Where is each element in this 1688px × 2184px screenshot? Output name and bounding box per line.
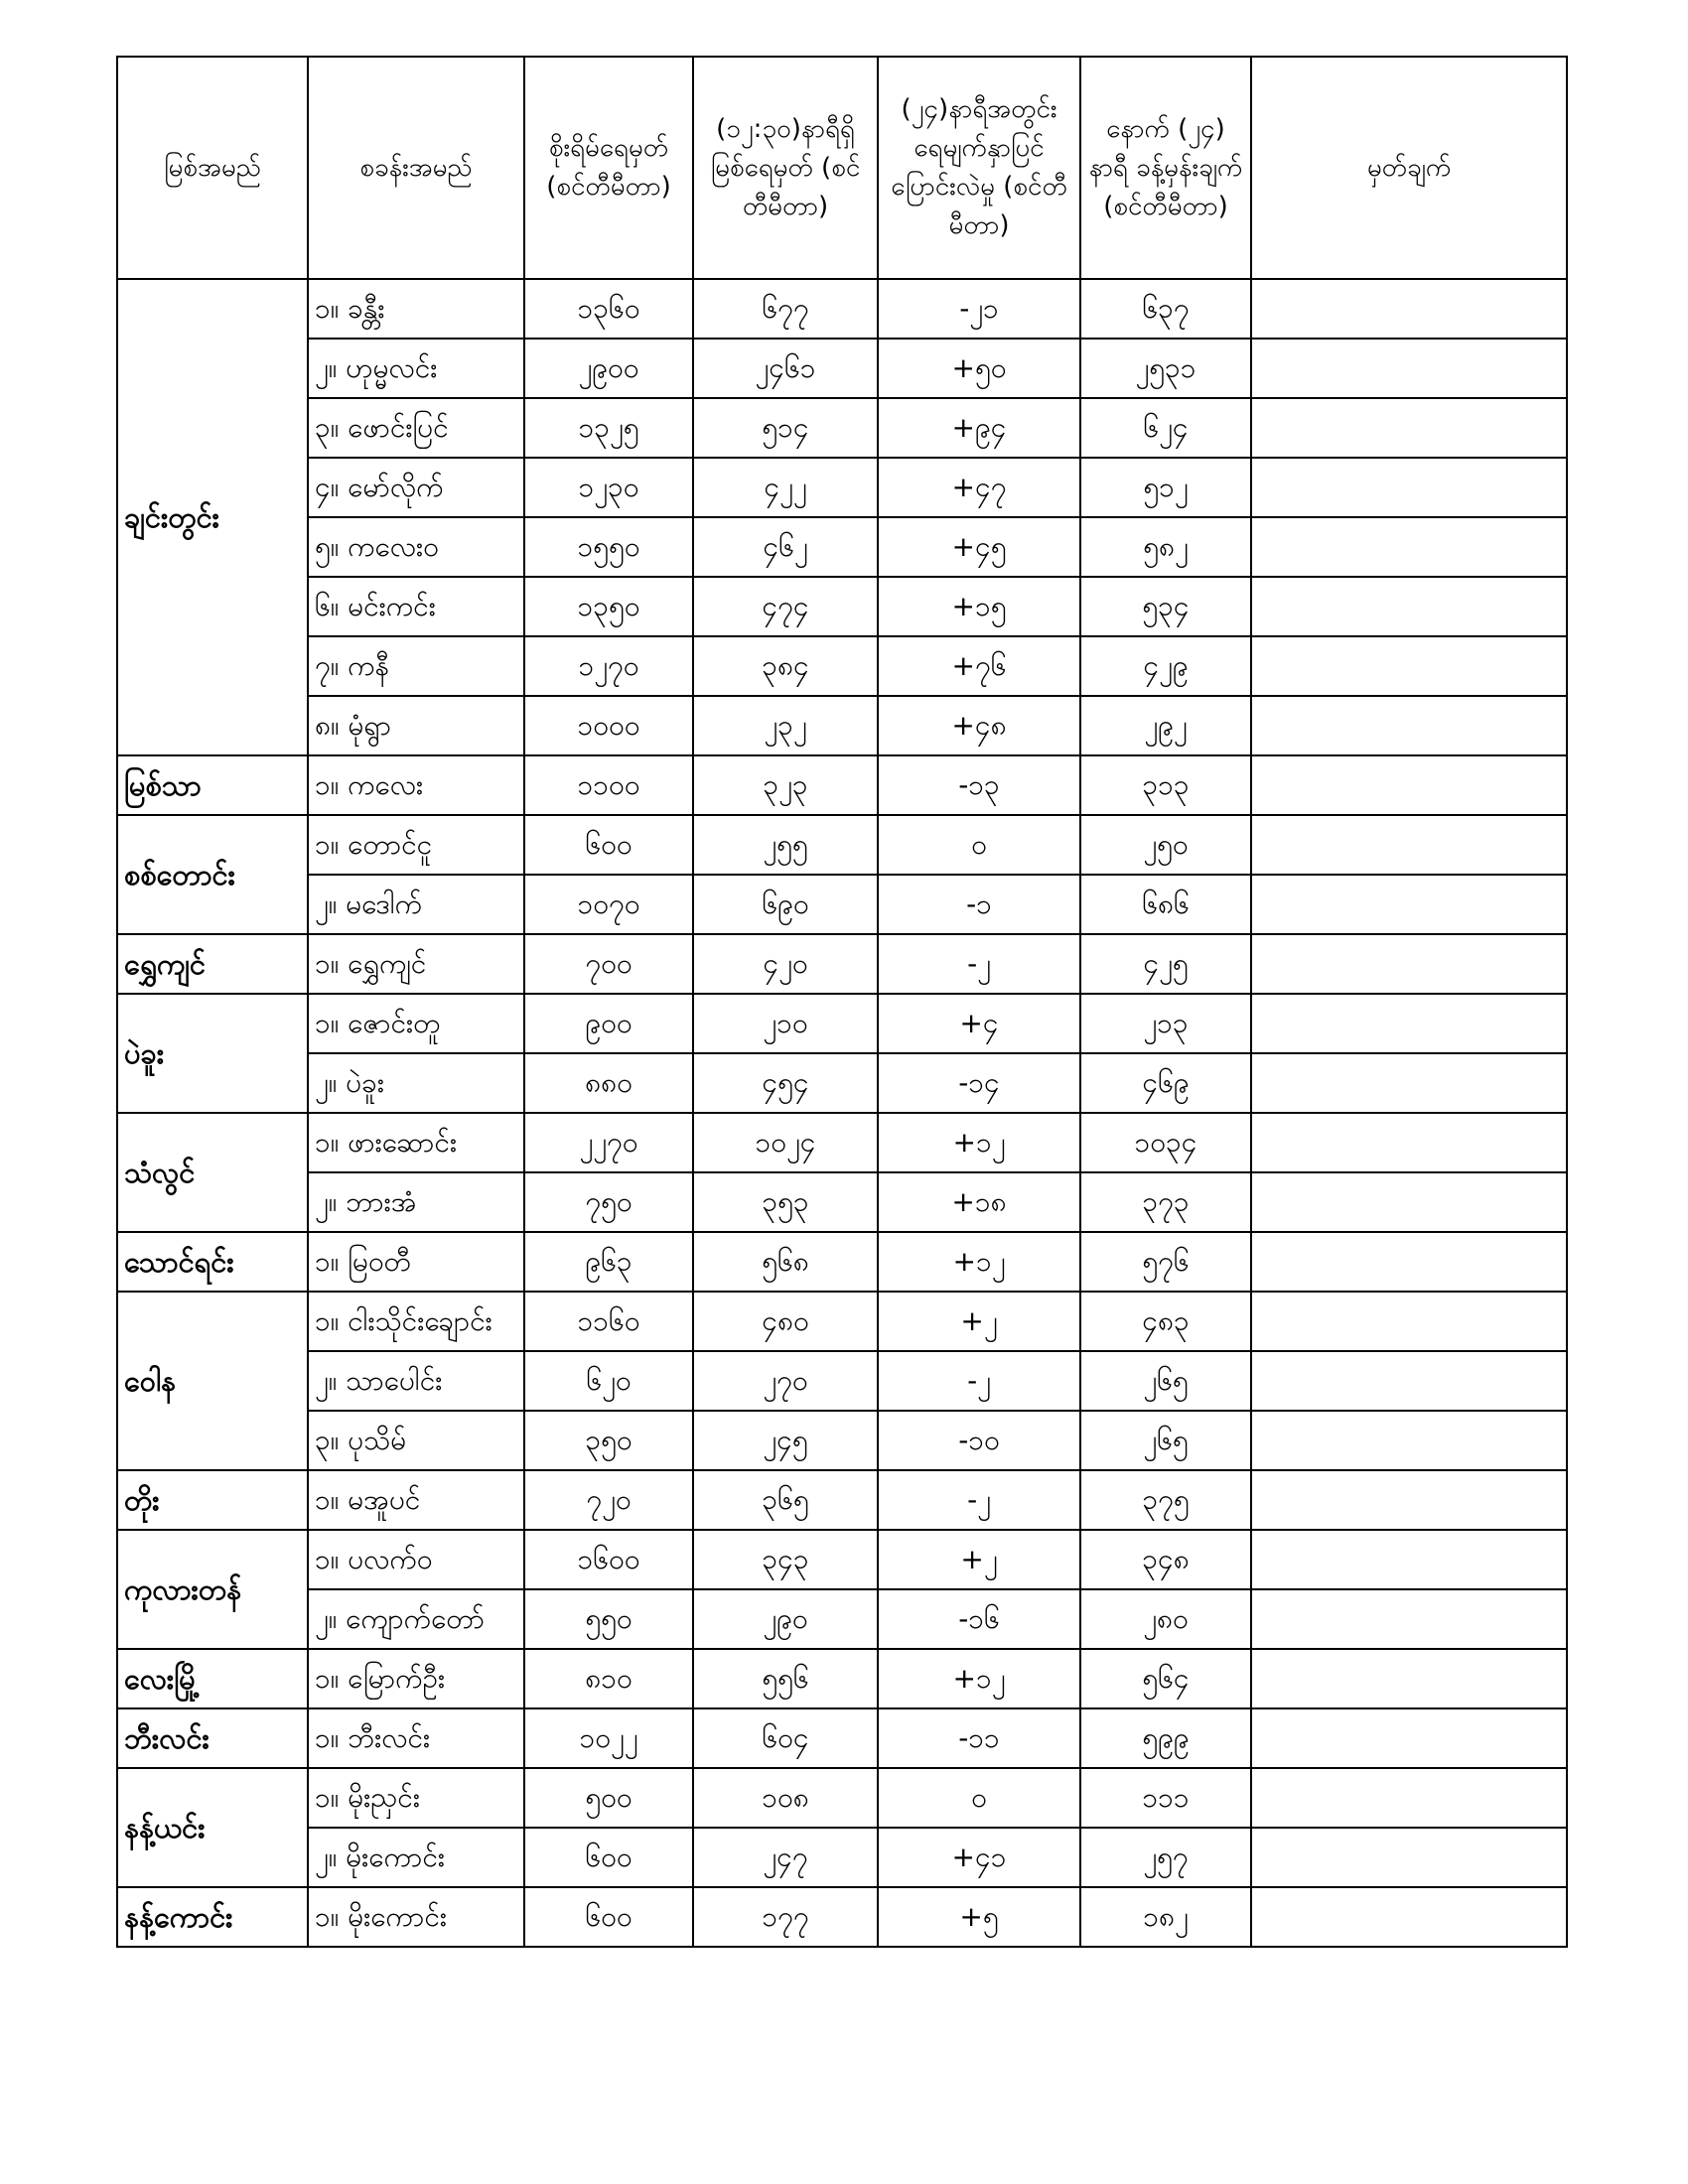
current-level-cell: ၂၄၆၁	[693, 339, 878, 398]
danger-level-cell: ၁၀၀၀	[524, 696, 693, 755]
table-row	[117, 1768, 1567, 1828]
forecast-cell: ၃၁၃	[1080, 755, 1251, 815]
change-cell: +၄၇	[878, 458, 1080, 517]
remark-cell	[1251, 1470, 1567, 1530]
danger-level-cell: ၉၆၃	[524, 1232, 693, 1292]
table-row	[117, 1053, 1567, 1113]
change-cell: +၄၈	[878, 696, 1080, 755]
change-cell: -၁၁	[878, 1708, 1080, 1768]
danger-level-cell: ၁၃၂၅	[524, 398, 693, 458]
change-cell: -၁၆	[878, 1589, 1080, 1649]
station-name-cell: ၁။ မအူပင်	[308, 1470, 524, 1530]
forecast-cell: ၂၉၂	[1080, 696, 1251, 755]
station-name-cell: ၅။ ကလေးဝ	[308, 517, 524, 577]
remark-cell	[1251, 577, 1567, 636]
current-level-cell: ၁၇၇	[693, 1887, 878, 1947]
station-name-cell: ၁။ ခန္တီး	[308, 279, 524, 339]
current-level-cell: ၂၄၅	[693, 1411, 878, 1470]
table-row	[117, 934, 1567, 994]
forecast-cell: ၃၇၅	[1080, 1470, 1251, 1530]
header-forecast: နောက် (၂၄) နာရီ ခန့်မှန်းချက် (စင်တီမီတာ)	[1080, 57, 1251, 279]
forecast-cell: ၅၉၉	[1080, 1708, 1251, 1768]
forecast-cell: ၄၂၉	[1080, 636, 1251, 696]
current-level-cell: ၂၄၇	[693, 1828, 878, 1887]
remark-cell	[1251, 1053, 1567, 1113]
station-name-cell: ၂။ ဟုမ္မလင်း	[308, 339, 524, 398]
change-cell: +၄	[878, 994, 1080, 1053]
current-level-cell: ၁၀၂၄	[693, 1113, 878, 1172]
change-cell: +၁၅	[878, 577, 1080, 636]
danger-level-cell: ၁၅၅၀	[524, 517, 693, 577]
remark-cell	[1251, 1411, 1567, 1470]
station-name-cell: ၆။ မင်းကင်း	[308, 577, 524, 636]
forecast-cell: ၂၆၅	[1080, 1351, 1251, 1411]
table-row	[117, 1232, 1567, 1292]
station-name-cell: ၃။ ပုသိမ်	[308, 1411, 524, 1470]
current-level-cell: ၆၀၄	[693, 1708, 878, 1768]
station-name-cell: ၁။ မြဝတီ	[308, 1232, 524, 1292]
remark-cell	[1251, 934, 1567, 994]
table-row	[117, 875, 1567, 934]
danger-level-cell: ၁၀၇၀	[524, 875, 693, 934]
remark-cell	[1251, 279, 1567, 339]
remark-cell	[1251, 1828, 1567, 1887]
station-name-cell: ၁။ ငါးသိုင်းချောင်း	[308, 1292, 524, 1351]
danger-level-cell: ၅၀၀	[524, 1768, 693, 1828]
table-row	[117, 696, 1567, 755]
river-name-cell: ကုလားတန်	[117, 1530, 308, 1649]
forecast-cell: ၅၁၂	[1080, 458, 1251, 517]
danger-level-cell: ၆၂၀	[524, 1351, 693, 1411]
station-name-cell: ၁။ ပလက်ဝ	[308, 1530, 524, 1589]
forecast-cell: ၂၅၃၁	[1080, 339, 1251, 398]
danger-level-cell: ၂၉၀၀	[524, 339, 693, 398]
change-cell: +၁၂	[878, 1113, 1080, 1172]
table-row	[117, 1887, 1567, 1947]
remark-cell	[1251, 1768, 1567, 1828]
table-row	[117, 339, 1567, 398]
current-level-cell: ၅၅၆	[693, 1649, 878, 1708]
current-level-cell: ၃၄၃	[693, 1530, 878, 1589]
table-row	[117, 1828, 1567, 1887]
river-name-cell: တိုး	[117, 1470, 308, 1530]
forecast-cell: ၃၄၈	[1080, 1530, 1251, 1589]
danger-level-cell: ၇၂၀	[524, 1470, 693, 1530]
remark-cell	[1251, 398, 1567, 458]
change-cell: ၀	[878, 1768, 1080, 1828]
header-river: မြစ်အမည်	[117, 57, 308, 279]
header-24h-change: (၂၄)နာရီအတွင်း ရေမျက်နှာပြင် ပြောင်းလဲမှု (စင်တီမီတာ)	[878, 57, 1080, 279]
remark-cell	[1251, 1292, 1567, 1351]
danger-level-cell: ၆၀၀	[524, 815, 693, 875]
change-cell: -၁	[878, 875, 1080, 934]
river-name-cell: သောင်ရင်း	[117, 1232, 308, 1292]
current-level-cell: ၄၂၀	[693, 934, 878, 994]
current-level-cell: ၄၆၂	[693, 517, 878, 577]
table-row	[117, 1470, 1567, 1530]
forecast-cell: ၅၈၂	[1080, 517, 1251, 577]
table-row	[117, 279, 1567, 339]
current-level-cell: ၄၇၄	[693, 577, 878, 636]
forecast-cell: ၁၁၁	[1080, 1768, 1251, 1828]
station-name-cell: ၁။ ဇောင်းတူ	[308, 994, 524, 1053]
change-cell: -၂	[878, 1351, 1080, 1411]
station-name-cell: ၂။ မိုးကောင်း	[308, 1828, 524, 1887]
forecast-cell: ၂၆၅	[1080, 1411, 1251, 1470]
river-level-table	[116, 56, 1568, 1948]
forecast-cell: ၅၃၄	[1080, 577, 1251, 636]
station-name-cell: ၄။ မော်လိုက်	[308, 458, 524, 517]
forecast-cell: ၃၇၃	[1080, 1172, 1251, 1232]
forecast-cell: ၄၂၅	[1080, 934, 1251, 994]
river-name-cell: စစ်တောင်း	[117, 815, 308, 934]
current-level-cell: ၄၈၀	[693, 1292, 878, 1351]
station-name-cell: ၃။ ဖောင်းပြင်	[308, 398, 524, 458]
table-row	[117, 1172, 1567, 1232]
change-cell: -၂	[878, 1470, 1080, 1530]
header-remark: မှတ်ချက်	[1251, 57, 1567, 279]
current-level-cell: ၂၃၂	[693, 696, 878, 755]
station-name-cell: ၁။ မိုးကောင်း	[308, 1887, 524, 1947]
change-cell: +၁၂	[878, 1649, 1080, 1708]
station-name-cell: ၂။ မဒေါက်	[308, 875, 524, 934]
table-row	[117, 1649, 1567, 1708]
forecast-cell: ၆၈၆	[1080, 875, 1251, 934]
river-name-cell: လေးမြို့	[117, 1649, 308, 1708]
river-name-cell: မြစ်သာ	[117, 755, 308, 815]
table-row	[117, 458, 1567, 517]
remark-cell	[1251, 696, 1567, 755]
river-name-cell: ပဲခူး	[117, 994, 308, 1113]
river-name-cell: သံလွင်	[117, 1113, 308, 1232]
current-level-cell: ၁၀၈	[693, 1768, 878, 1828]
current-level-cell: ၆၉၀	[693, 875, 878, 934]
current-level-cell: ၂၉၀	[693, 1589, 878, 1649]
table-row	[117, 1530, 1567, 1589]
change-cell: +၁၂	[878, 1232, 1080, 1292]
change-cell: +၇၆	[878, 636, 1080, 696]
header-danger-level: စိုးရိမ်ရေမှတ် (စင်တီမီတာ)	[524, 57, 693, 279]
change-cell: +၅	[878, 1887, 1080, 1947]
change-cell: +၅၀	[878, 339, 1080, 398]
river-name-cell: ချင်းတွင်း	[117, 279, 308, 755]
table-row	[117, 1351, 1567, 1411]
forecast-cell: ၁၀၃၄	[1080, 1113, 1251, 1172]
current-level-cell: ၃၆၅	[693, 1470, 878, 1530]
current-level-cell: ၂၁၀	[693, 994, 878, 1053]
river-name-cell: ဝေါန	[117, 1292, 308, 1470]
station-name-cell: ၇။ ကနီ	[308, 636, 524, 696]
forecast-cell: ၆၂၄	[1080, 398, 1251, 458]
remark-cell	[1251, 755, 1567, 815]
table-row	[117, 398, 1567, 458]
remark-cell	[1251, 1113, 1567, 1172]
station-name-cell: ၁။ ရွှေကျင်	[308, 934, 524, 994]
danger-level-cell: ၆၀၀	[524, 1828, 693, 1887]
table-body	[117, 279, 1567, 1947]
current-level-cell: ၄၂၂	[693, 458, 878, 517]
table-row	[117, 517, 1567, 577]
change-cell: -၁၄	[878, 1053, 1080, 1113]
danger-level-cell: ၁၂၇၀	[524, 636, 693, 696]
current-level-cell: ၃၅၃	[693, 1172, 878, 1232]
current-level-cell: ၂၇၀	[693, 1351, 878, 1411]
danger-level-cell: ၉၀၀	[524, 994, 693, 1053]
remark-cell	[1251, 875, 1567, 934]
change-cell: -၂၁	[878, 279, 1080, 339]
danger-level-cell: ၈၁၀	[524, 1649, 693, 1708]
table-row	[117, 577, 1567, 636]
danger-level-cell: ၇၅၀	[524, 1172, 693, 1232]
table-row	[117, 1292, 1567, 1351]
remark-cell	[1251, 339, 1567, 398]
header-station: စခန်းအမည်	[308, 57, 524, 279]
remark-cell	[1251, 994, 1567, 1053]
station-name-cell: ၂။ ပဲခူး	[308, 1053, 524, 1113]
river-name-cell: ရွှေကျင်	[117, 934, 308, 994]
current-level-cell: ၃၈၄	[693, 636, 878, 696]
remark-cell	[1251, 1589, 1567, 1649]
forecast-cell: ၄၆၉	[1080, 1053, 1251, 1113]
remark-cell	[1251, 1232, 1567, 1292]
header-current-level: (၁၂:၃၀)နာရီရှိ မြစ်ရေမှတ် (စင်တီမီတာ)	[693, 57, 878, 279]
forecast-cell: ၆၃၇	[1080, 279, 1251, 339]
table-row	[117, 755, 1567, 815]
danger-level-cell: ၁၆၀၀	[524, 1530, 693, 1589]
forecast-cell: ၄၈၃	[1080, 1292, 1251, 1351]
forecast-cell: ၅၆၄	[1080, 1649, 1251, 1708]
forecast-cell: ၂၈၀	[1080, 1589, 1251, 1649]
remark-cell	[1251, 1649, 1567, 1708]
forecast-cell: ၂၅၀	[1080, 815, 1251, 875]
remark-cell	[1251, 1530, 1567, 1589]
danger-level-cell: ၂၂၇၀	[524, 1113, 693, 1172]
current-level-cell: ၃၂၃	[693, 755, 878, 815]
remark-cell	[1251, 1172, 1567, 1232]
station-name-cell: ၁။ မြောက်ဦး	[308, 1649, 524, 1708]
danger-level-cell: ၁၃၆၀	[524, 279, 693, 339]
remark-cell	[1251, 1351, 1567, 1411]
remark-cell	[1251, 1887, 1567, 1947]
danger-level-cell: ၁၁၀၀	[524, 755, 693, 815]
change-cell: +၄၁	[878, 1828, 1080, 1887]
current-level-cell: ၄၅၄	[693, 1053, 878, 1113]
danger-level-cell: ၇၀၀	[524, 934, 693, 994]
change-cell: ၀	[878, 815, 1080, 875]
current-level-cell: ၆၇၇	[693, 279, 878, 339]
station-name-cell: ၂။ ဘားအံ	[308, 1172, 524, 1232]
change-cell: -၂	[878, 934, 1080, 994]
river-name-cell: နန့်ယင်း	[117, 1768, 308, 1887]
remark-cell	[1251, 458, 1567, 517]
change-cell: -၁၃	[878, 755, 1080, 815]
current-level-cell: ၂၅၅	[693, 815, 878, 875]
change-cell: -၁၀	[878, 1411, 1080, 1470]
table-row	[117, 1708, 1567, 1768]
danger-level-cell: ၁၃၅၀	[524, 577, 693, 636]
station-name-cell: ၁။ မိုးညှင်း	[308, 1768, 524, 1828]
danger-level-cell: ၁၀၂၂	[524, 1708, 693, 1768]
station-name-cell: ၁။ ဘီးလင်း	[308, 1708, 524, 1768]
forecast-cell: ၂၅၇	[1080, 1828, 1251, 1887]
danger-level-cell: ၆၀၀	[524, 1887, 693, 1947]
forecast-cell: ၂၁၃	[1080, 994, 1251, 1053]
table-row	[117, 815, 1567, 875]
table-row	[117, 1113, 1567, 1172]
table-row	[117, 1411, 1567, 1470]
table-row	[117, 994, 1567, 1053]
river-name-cell: နန့်ကောင်း	[117, 1887, 308, 1947]
danger-level-cell: ၃၅၀	[524, 1411, 693, 1470]
change-cell: +၉၄	[878, 398, 1080, 458]
danger-level-cell: ၈၈၀	[524, 1053, 693, 1113]
remark-cell	[1251, 815, 1567, 875]
station-name-cell: ၂။ သာပေါင်း	[308, 1351, 524, 1411]
forecast-cell: ၅၇၆	[1080, 1232, 1251, 1292]
current-level-cell: ၅၁၄	[693, 398, 878, 458]
change-cell: +၂	[878, 1292, 1080, 1351]
remark-cell	[1251, 517, 1567, 577]
table-row	[117, 1589, 1567, 1649]
danger-level-cell: ၁၁၆၀	[524, 1292, 693, 1351]
current-level-cell: ၅၆၈	[693, 1232, 878, 1292]
station-name-cell: ၁။ ကလေး	[308, 755, 524, 815]
forecast-cell: ၁၈၂	[1080, 1887, 1251, 1947]
station-name-cell: ၁။ ဖားဆောင်း	[308, 1113, 524, 1172]
danger-level-cell: ၁၂၃၀	[524, 458, 693, 517]
table-row	[117, 636, 1567, 696]
station-name-cell: ၈။ မုံရွာ	[308, 696, 524, 755]
station-name-cell: ၁။ တောင်ငူ	[308, 815, 524, 875]
river-name-cell: ဘီးလင်း	[117, 1708, 308, 1768]
header-row	[117, 57, 1567, 279]
station-name-cell: ၂။ ကျောက်တော်	[308, 1589, 524, 1649]
change-cell: +၄၅	[878, 517, 1080, 577]
remark-cell	[1251, 636, 1567, 696]
remark-cell	[1251, 1708, 1567, 1768]
danger-level-cell: ၅၅၀	[524, 1589, 693, 1649]
change-cell: +၂	[878, 1530, 1080, 1589]
change-cell: +၁၈	[878, 1172, 1080, 1232]
